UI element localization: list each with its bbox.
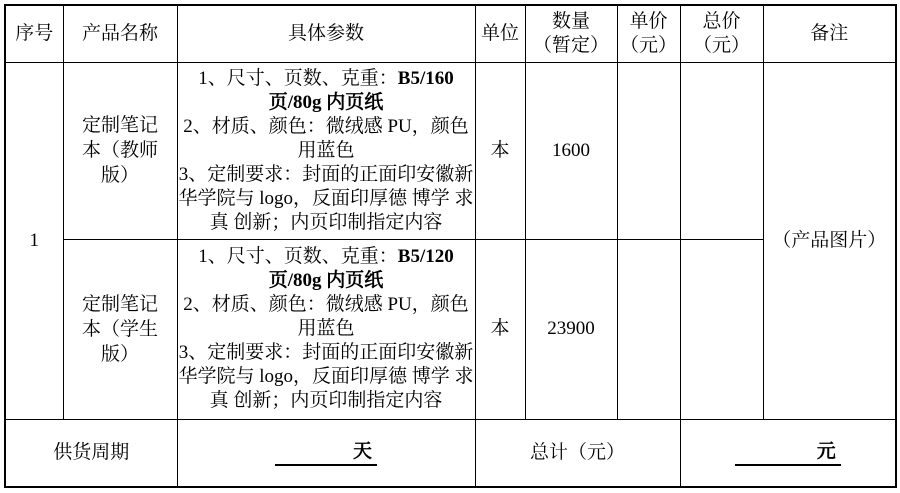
col-header-unit-price-line1: 单价 — [629, 10, 668, 32]
param-item — [178, 67, 475, 115]
unit-price-cell — [617, 62, 680, 239]
supply-period-label: 供货周期 — [53, 441, 130, 463]
product-name-cell — [63, 239, 177, 419]
param-item: 3、定制要求：封面的正面印安徽新华学院与 logo，反面印厚德 博学 求真 创新；内页印制指定内容 — [178, 342, 474, 411]
supply-period-label-cell — [5, 419, 177, 487]
header-row — [5, 5, 896, 62]
product-name: 定制笔记本（教师版） — [81, 115, 158, 186]
unit-cell — [475, 62, 525, 239]
param-item: 3、定制要求：封面的正面印安徽新华学院与 logo，反面印厚德 博学 求真 创新；内页印制指定内容 — [178, 163, 474, 233]
col-header-product — [63, 5, 177, 62]
unit-value: 本 — [490, 139, 510, 161]
col-header-seq-label: 序号 — [15, 22, 54, 44]
footer-row — [5, 419, 896, 487]
grand-total-label: 总计（元） — [529, 441, 625, 463]
quotation-table — [4, 4, 897, 488]
grand-total-label-cell — [475, 419, 680, 487]
seq-cell — [5, 62, 63, 419]
unit-price-cell — [617, 239, 680, 419]
col-header-total-price-line1: 总价 — [702, 10, 741, 32]
col-header-unit — [475, 5, 525, 62]
total-price-cell — [680, 239, 763, 419]
param-bold-text: B5/160 页/80g 内页纸 — [268, 67, 454, 113]
param-item: 2、材质、颜色：微绒感 PU，颜色用蓝色 — [183, 294, 469, 339]
col-header-remark — [763, 5, 896, 62]
param-text: 1、尺寸、页数、克重： — [198, 246, 398, 267]
quantity-cell — [525, 239, 617, 419]
product-name: 定制笔记本（学生版） — [81, 293, 158, 365]
remark-value: （产品图片） — [772, 229, 887, 251]
seq-value: 1 — [29, 229, 39, 251]
col-header-quantity — [525, 5, 617, 62]
col-header-seq — [5, 5, 63, 62]
grand-total-blank-field — [735, 440, 841, 466]
param-bold-text: B5/120 页/80g 内页纸 — [268, 246, 454, 291]
supply-period-blank-field — [275, 440, 377, 466]
col-header-unit-price-line2: （元） — [619, 34, 677, 56]
quantity-cell — [525, 62, 617, 239]
table-row-student — [5, 239, 896, 419]
supply-period-blank-cell — [177, 419, 475, 487]
col-header-unit-label: 单位 — [480, 22, 519, 44]
col-header-total-price — [680, 5, 763, 62]
product-name-cell — [63, 62, 177, 239]
col-header-quantity-line2: （暂定） — [532, 34, 609, 56]
col-header-product-label: 产品名称 — [81, 22, 158, 44]
col-header-params-label: 具体参数 — [287, 22, 364, 44]
params-cell — [177, 62, 475, 239]
col-header-total-price-line2: （元） — [692, 34, 750, 56]
unit-cell — [475, 239, 525, 419]
blank-underline — [735, 455, 817, 457]
quantity-value: 23900 — [547, 318, 595, 339]
blank-underline — [275, 455, 353, 457]
supply-period-unit: 天 — [352, 440, 372, 462]
col-header-remark-label: 备注 — [810, 22, 849, 44]
col-header-params — [177, 5, 475, 62]
unit-value: 本 — [490, 318, 510, 339]
col-header-unit-price — [617, 5, 680, 62]
param-item: 2、材质、颜色：微绒感 PU，颜色用蓝色 — [183, 115, 469, 161]
remark-cell — [763, 62, 896, 419]
table-row-teacher — [5, 62, 896, 239]
param-item — [178, 245, 475, 293]
param-text: 1、尺寸、页数、克重： — [198, 67, 398, 89]
params-cell — [177, 239, 475, 419]
grand-total-blank-cell — [680, 419, 896, 487]
quantity-value: 1600 — [552, 139, 590, 161]
grand-total-unit: 元 — [816, 440, 836, 462]
total-price-cell — [680, 62, 763, 239]
col-header-quantity-line1: 数量 — [551, 10, 590, 32]
